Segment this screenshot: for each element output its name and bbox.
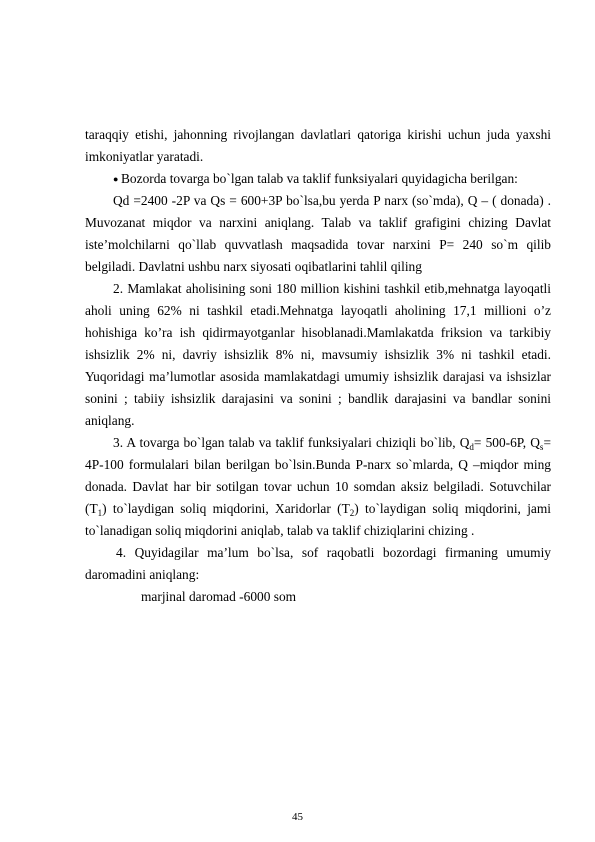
subscript-d: d [469, 442, 474, 452]
subscript-2: 2 [349, 508, 355, 518]
page-number: 45 [292, 811, 303, 823]
marginal-revenue-line: marjinal daromad -6000 som [141, 589, 297, 604]
problem-3-text-e: ) to`laydigan soliq miqdorini, jami to`lanadigan soliq miqdorini aniqlab, talab va taklif chiziqlarini chizing . [85, 501, 551, 538]
bullet-item [85, 168, 551, 190]
bullet-icon: ● [113, 174, 119, 184]
subscript-s: s [539, 442, 544, 452]
problem-3-text-d: ) to`laydigan soliq miqdorini, Xaridorlar (T [102, 501, 350, 516]
problem-1-paragraph: Qd =2400 -2P va Qs = 600+3P bo`lsa,bu yerda P narx (so`mda), Q – ( donada) . Muvozanat miqdor va narxini aniqlang. Talab va taklif grafigini chizing Davlat iste’molchilarni qo`llab quvvatlash maqsadida tovar narxini P= 240 so`m qilib belgiladi. Davlatni ushbu narx siyosati oqibatlarini tahlil qiling [85, 193, 551, 274]
subscript-1: 1 [97, 508, 103, 518]
problem-4-paragraph: 4. Quyidagilar ma’lum bo`lsa, sof raqobatli bozordagi firmaning umumiy daromadini aniqlang: [85, 545, 551, 582]
intro-paragraph: taraqqiy etishi, jahonning rivojlangan davlatlari qatoriga kirishi uchun juda yaxshi imkoniyatlar yaratadi. [85, 127, 551, 164]
problem-3-text-c: = 4P-100 formulalari bilan berilgan bo`lsin.Bunda P-narx so`mlarda, Q –miqdor ming donada. Davlat har bir sotilgan tovar uchun 10 somdan aksiz belgiladi. Sotuvchilar (T [85, 435, 551, 516]
problem-3-paragraph [85, 432, 551, 542]
page-content [85, 124, 551, 608]
problem-2-paragraph: 2. Mamlakat aholisining soni 180 million kishini tashkil etib,mehnatga layoqatli aholi uning 62% ni tashkil etadi.Mehnatga layoqatli aholining 17,1 millioni o’z hohishiga ko’ra ish qidirmayotganlar hisoblanadi.Mamlakatda friksion va tarkibiy ishsizlik 2% ni, davriy ishsizlik 8% ni, mavsumiy ishsizlik 3% ni tashkil etadi. Yuqoridagi ma’lumotlar asosida mamlakatdagi umumiy ishsizlik darajasi va ishsizlar sonini ; tabiiy ishsizlik darajasini va sonini ; bandlik darajasini va bandlar sonini aniqlang. [85, 281, 551, 428]
bullet-text: Bozorda tovarga bo`lgan talab va taklif funksiyalari quyidagicha berilgan: [121, 171, 518, 186]
problem-3-text-b: = 500-6P, Q [473, 435, 540, 450]
problem-3-text-a: 3. A tovarga bo`lgan talab va taklif funksiyalari chiziqli bo`lib, Q [113, 435, 470, 450]
